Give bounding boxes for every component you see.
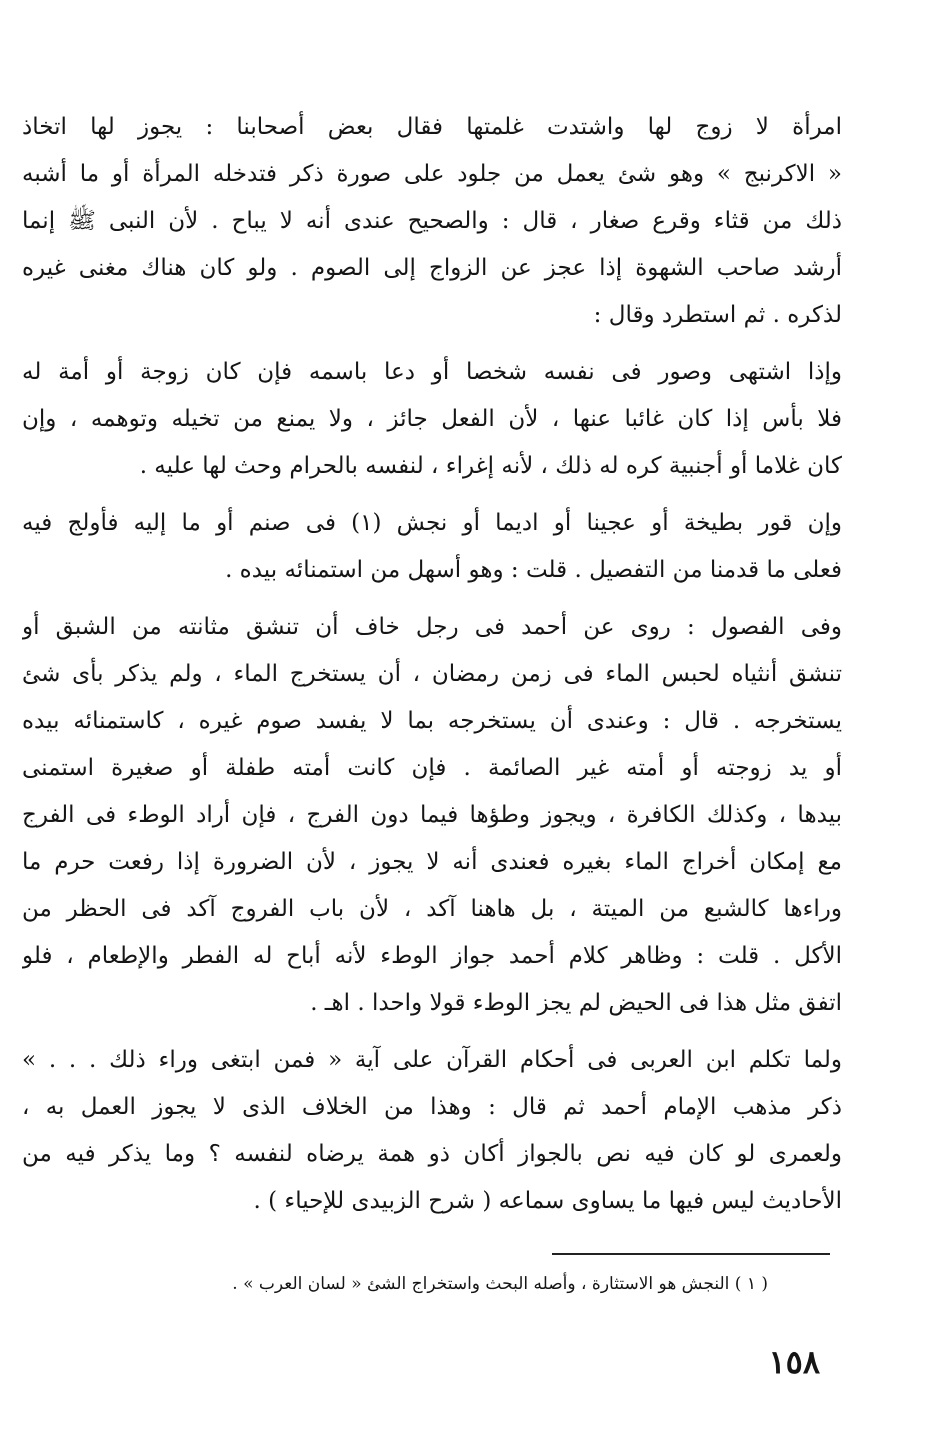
- text-line: امرأة لا زوج لها واشتدت غلمتها فقال بعض أصحابنا : يجوز لها اتخاذ: [22, 114, 842, 140]
- text-line: وإذا اشتهى وصور فى نفسه شخصا أو دعا باسمه فإن كان زوجة أو أمة له: [22, 359, 842, 385]
- text-line: أرشد صاحب الشهوة إذا عجز عن الزواج إلى الصوم . ولو كان هناك مغنى غيره: [22, 255, 842, 281]
- text-line: « الاكرنبج » وهو شئ يعمل من جلود على صورة ذكر فتدخله المرأة أو ما أشبه: [22, 161, 842, 187]
- text-line: يستخرجه . قال : وعندى أن يستخرجه بما لا يفسد صوم غيره ، كاستمنائه بيده: [22, 708, 842, 734]
- text-line: ولعمرى لو كان فيه نص بالجواز أكان ذو همة يرضاه لنفسه ؟ وما يذكر فيه من: [22, 1141, 842, 1167]
- text-line: ذكر مذهب الإمام أحمد ثم قال : وهذا من الخلاف الذى لا يجوز العمل به ،: [22, 1094, 842, 1120]
- text-line: مع إمكان أخراج الماء بغيره فعندى أنه لا يجوز ، لأن الضرورة إذا رفعت حرم ما: [22, 849, 842, 875]
- text-line: ذلك من قثاء وقرع صغار ، قال : والصحيح عندى أنه لا يباح . لأن النبى ﷺ إنما: [22, 208, 842, 234]
- text-line: تنشق أنثياه لحبس الماء فى زمن رمضان ، أن يستخرج الماء ، ولم يذكر بأى شئ: [22, 661, 842, 687]
- paragraph-5: [22, 1037, 842, 1225]
- page-number: ١٥٨: [768, 1343, 820, 1381]
- text-line: فعلى ما قدمنا من التفصيل . قلت : وهو أسهل من استمنائه بيده .: [225, 557, 842, 583]
- paragraph-gap: [22, 1027, 842, 1037]
- text-line: وفى الفصول : روى عن أحمد فى رجل خاف أن تنشق مثانته من الشبق أو: [22, 614, 842, 640]
- text-line: لذكره . ثم استطرد وقال :: [593, 302, 842, 328]
- text-line: أو يد زوجته أو أمته غير الصائمة . فإن كانت أمته طفلة أو صغيرة استمنى: [22, 755, 842, 781]
- text-line: وراءها كالشبع من الميتة ، بل هاهنا آكد ، لأن باب الفروج آكد فى الحظر من: [22, 896, 842, 922]
- text-line: وإن قور بطيخة أو عجينا أو اديما أو نجش (١) فى صنم أو ما إليه فأولج فيه: [22, 510, 842, 536]
- text-line: بيدها ، وكذلك الكافرة ، ويجوز وطؤها فيما دون الفرج ، فإن أراد الوطء فى الفرج: [22, 802, 842, 828]
- paragraph-gap: [22, 490, 842, 500]
- paragraph-3: [22, 500, 842, 594]
- text-line: فلا بأس إذا كان غائبا عنها ، لأن الفعل جائز ، ولا يمنع من تخيله وتوهمه ، وإن: [22, 406, 842, 432]
- paragraph-1: [22, 104, 842, 339]
- text-line: كان غلاما أو أجنبية كره له ذلك ، لأنه إغراء ، لنفسه بالحرام وحث لها عليه .: [139, 453, 842, 479]
- text-line: ولما تكلم ابن العربى فى أحكام القرآن على آية « فمن ابتغى وراء ذلك . . . »: [22, 1047, 842, 1073]
- paragraph-gap: [22, 339, 842, 349]
- text-line: الأكل . قلت : وظاهر كلام أحمد جواز الوطء لأنه أباح له الفطر والإطعام ، فلو: [22, 943, 842, 969]
- footnote-separator: [552, 1253, 830, 1255]
- main-text: [22, 104, 842, 1225]
- paragraph-gap: [22, 594, 842, 604]
- paragraph-4: [22, 604, 842, 1027]
- footnote: ( ١ ) النجش هو الاستثارة ، وأصله البحث واستخراج الشئ « لسان العرب » .: [232, 1274, 768, 1294]
- paragraph-2: [22, 349, 842, 490]
- text-line: اتفق مثل هذا فى الحيض لم يجز الوطء قولا واحدا . اهـ .: [310, 990, 842, 1016]
- text-line: الأحاديث ليس فيها ما يساوى سماعه ( شرح الزبيدى للإحياء ) .: [253, 1188, 842, 1214]
